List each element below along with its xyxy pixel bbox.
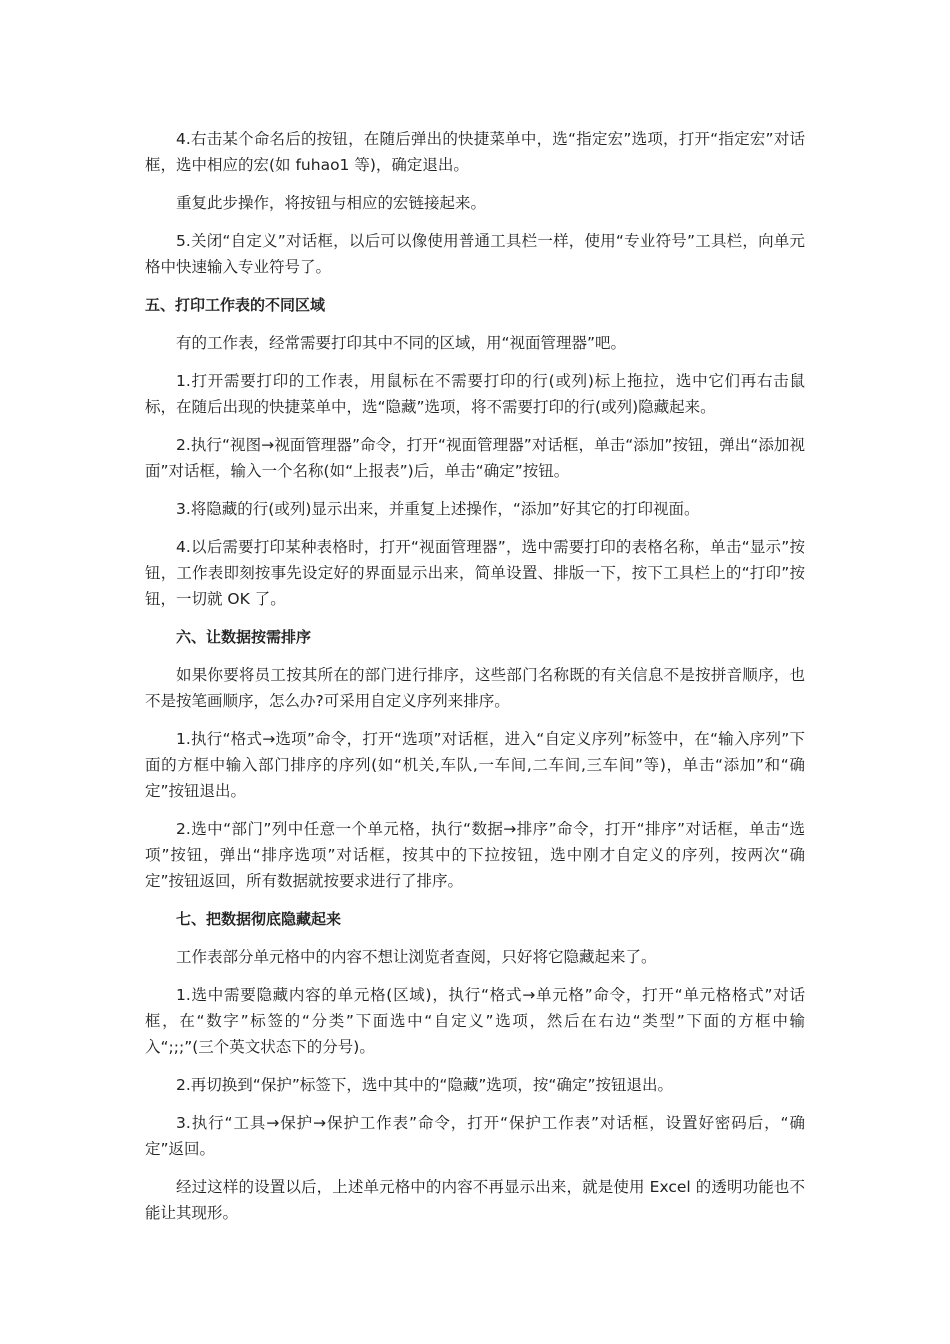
paragraph: 重复此步操作，将按钮与相应的宏链接起来。 [176,194,487,212]
paragraph: 2.再切换到“保护”标签下，选中其中的“隐藏”选项，按“确定”按钮退出。 [176,1076,673,1094]
paragraph: 1.执行“格式→选项”命令，打开“选项”对话框，进入“自定义序列”标签中，在“输入序列”下面的方框中输入部门排序的序列(如“机关,车队,一车间,二车间,三车间”等)，单击“添加”和“确定”按钮退出。 [145,730,805,800]
paragraph: 4.右击某个命名后的按钮，在随后弹出的快捷菜单中，选“指定宏”选项，打开“指定宏”对话框，选中相应的宏(如 fuhao1 等)，确定退出。 [145,130,805,174]
paragraph: 3.执行“工具→保护→保护工作表”命令，打开“保护工作表”对话框，设置好密码后，“确定”返回。 [145,1114,805,1158]
paragraph: 5.关闭“自定义”对话框，以后可以像使用普通工具栏一样，使用“专业符号”工具栏，向单元格中快速输入专业符号了。 [145,232,805,276]
document-body [145,126,805,1238]
paragraph: 工作表部分单元格中的内容不想让浏览者查阅，只好将它隐藏起来了。 [176,948,657,966]
paragraph: 2.选中“部门”列中任意一个单元格，执行“数据→排序”命令，打开“排序”对话框，单击“选项”按钮，弹出“排序选项”对话框，按其中的下拉按钮，选中刚才自定义的序列，按两次“确定”按钮返回，所有数据就按要求进行了排序。 [145,820,805,890]
section-heading: 五、打印工作表的不同区域 [145,296,326,314]
paragraph: 如果你要将员工按其所在的部门进行排序，这些部门名称既的有关信息不是按拼音顺序，也不是按笔画顺序，怎么办?可采用自定义序列来排序。 [145,666,805,710]
section-heading: 七、把数据彻底隐藏起来 [176,910,342,928]
paragraph: 4.以后需要打印某种表格时，打开“视面管理器”，选中需要打印的表格名称，单击“显示”按钮，工作表即刻按事先设定好的界面显示出来，简单设置、排版一下，按下工具栏上的“打印”按钮，一切就 OK 了。 [145,538,805,608]
paragraph: 有的工作表，经常需要打印其中不同的区域，用“视面管理器”吧。 [176,334,627,352]
paragraph: 经过这样的设置以后，上述单元格中的内容不再显示出来，就是使用 Excel 的透明功能也不能让其现形。 [145,1178,805,1222]
paragraph: 2.执行“视图→视面管理器”命令，打开“视面管理器”对话框，单击“添加”按钮，弹出“添加视面”对话框，输入一个名称(如“上报表”)后，单击“确定”按钮。 [145,436,805,480]
paragraph: 1.选中需要隐藏内容的单元格(区域)，执行“格式→单元格”命令，打开“单元格格式”对话框，在“数字”标签的“分类”下面选中“自定义”选项，然后在右边“类型”下面的方框中输入“;;;”(三个英文状态下的分号)。 [145,986,805,1056]
section-heading: 六、让数据按需排序 [176,628,312,646]
paragraph: 3.将隐藏的行(或列)显示出来，并重复上述操作，“添加”好其它的打印视面。 [176,500,700,518]
paragraph: 1.打开需要打印的工作表，用鼠标在不需要打印的行(或列)标上拖拉，选中它们再右击鼠标，在随后出现的快捷菜单中，选“隐藏”选项，将不需要打印的行(或列)隐藏起来。 [145,372,805,416]
